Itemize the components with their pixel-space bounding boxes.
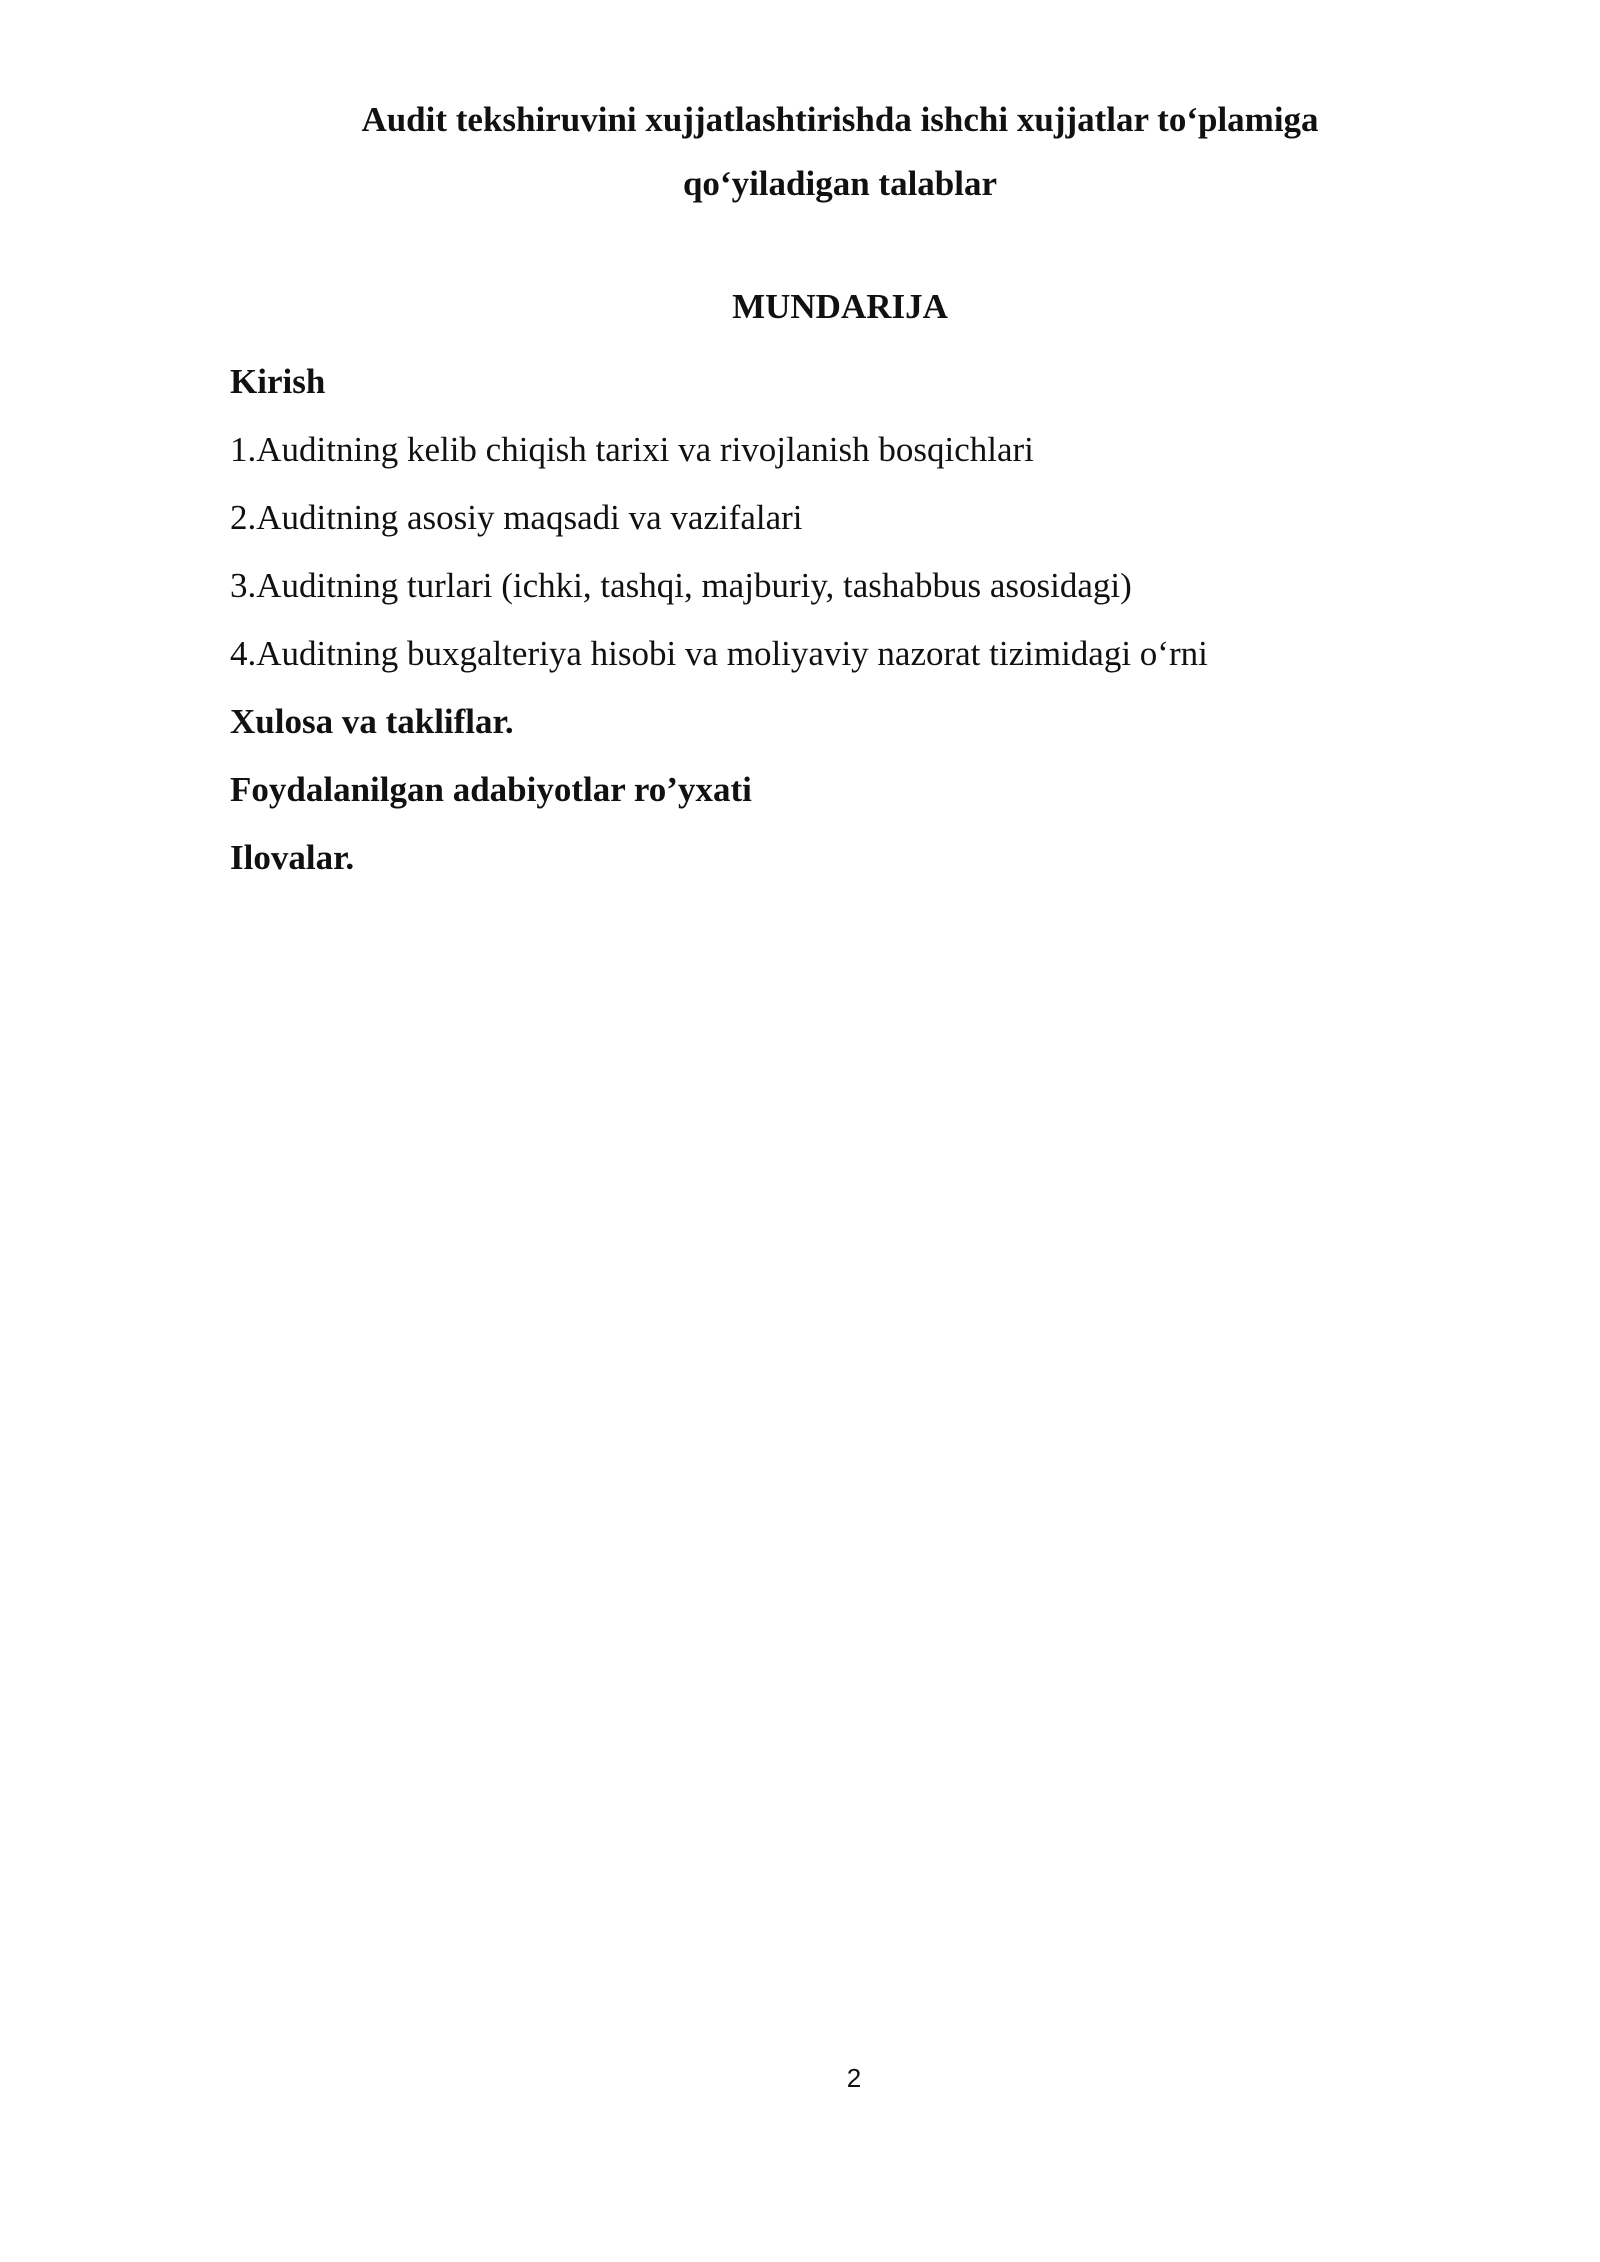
toc-item-3: 3.Auditning turlari (ichki, tashqi, majburiy, tashabbus asosidagi) (230, 566, 1132, 605)
table-of-contents (230, 348, 1450, 892)
toc-item-introduction: Kirish (230, 362, 326, 401)
title-line-2: qo‘yiladigan talablar (682, 164, 998, 203)
toc-item-1: 1.Auditning kelib chiqish tarixi va rivojlanish bosqichlari (230, 430, 1034, 469)
page-number: 2 (846, 2063, 862, 2093)
title-line-1: Audit tekshiruvini xujjatlashtirishda ishchi xujjatlar to‘plamiga (361, 100, 1319, 139)
document-title (230, 88, 1450, 216)
toc-item-4: 4.Auditning buxgalteriya hisobi va moliyaviy nazorat tizimidagi o‘rni (230, 634, 1208, 673)
toc-item-conclusion: Xulosa va takliflar. (230, 702, 514, 741)
toc-item-appendices: Ilovalar. (230, 838, 355, 877)
toc-item-2: 2.Auditning asosiy maqsadi va vazifalari (230, 498, 803, 537)
toc-item-references: Foydalanilgan adabiyotlar ro’yxati (230, 770, 752, 809)
toc-heading: MUNDARIJA (732, 287, 948, 326)
